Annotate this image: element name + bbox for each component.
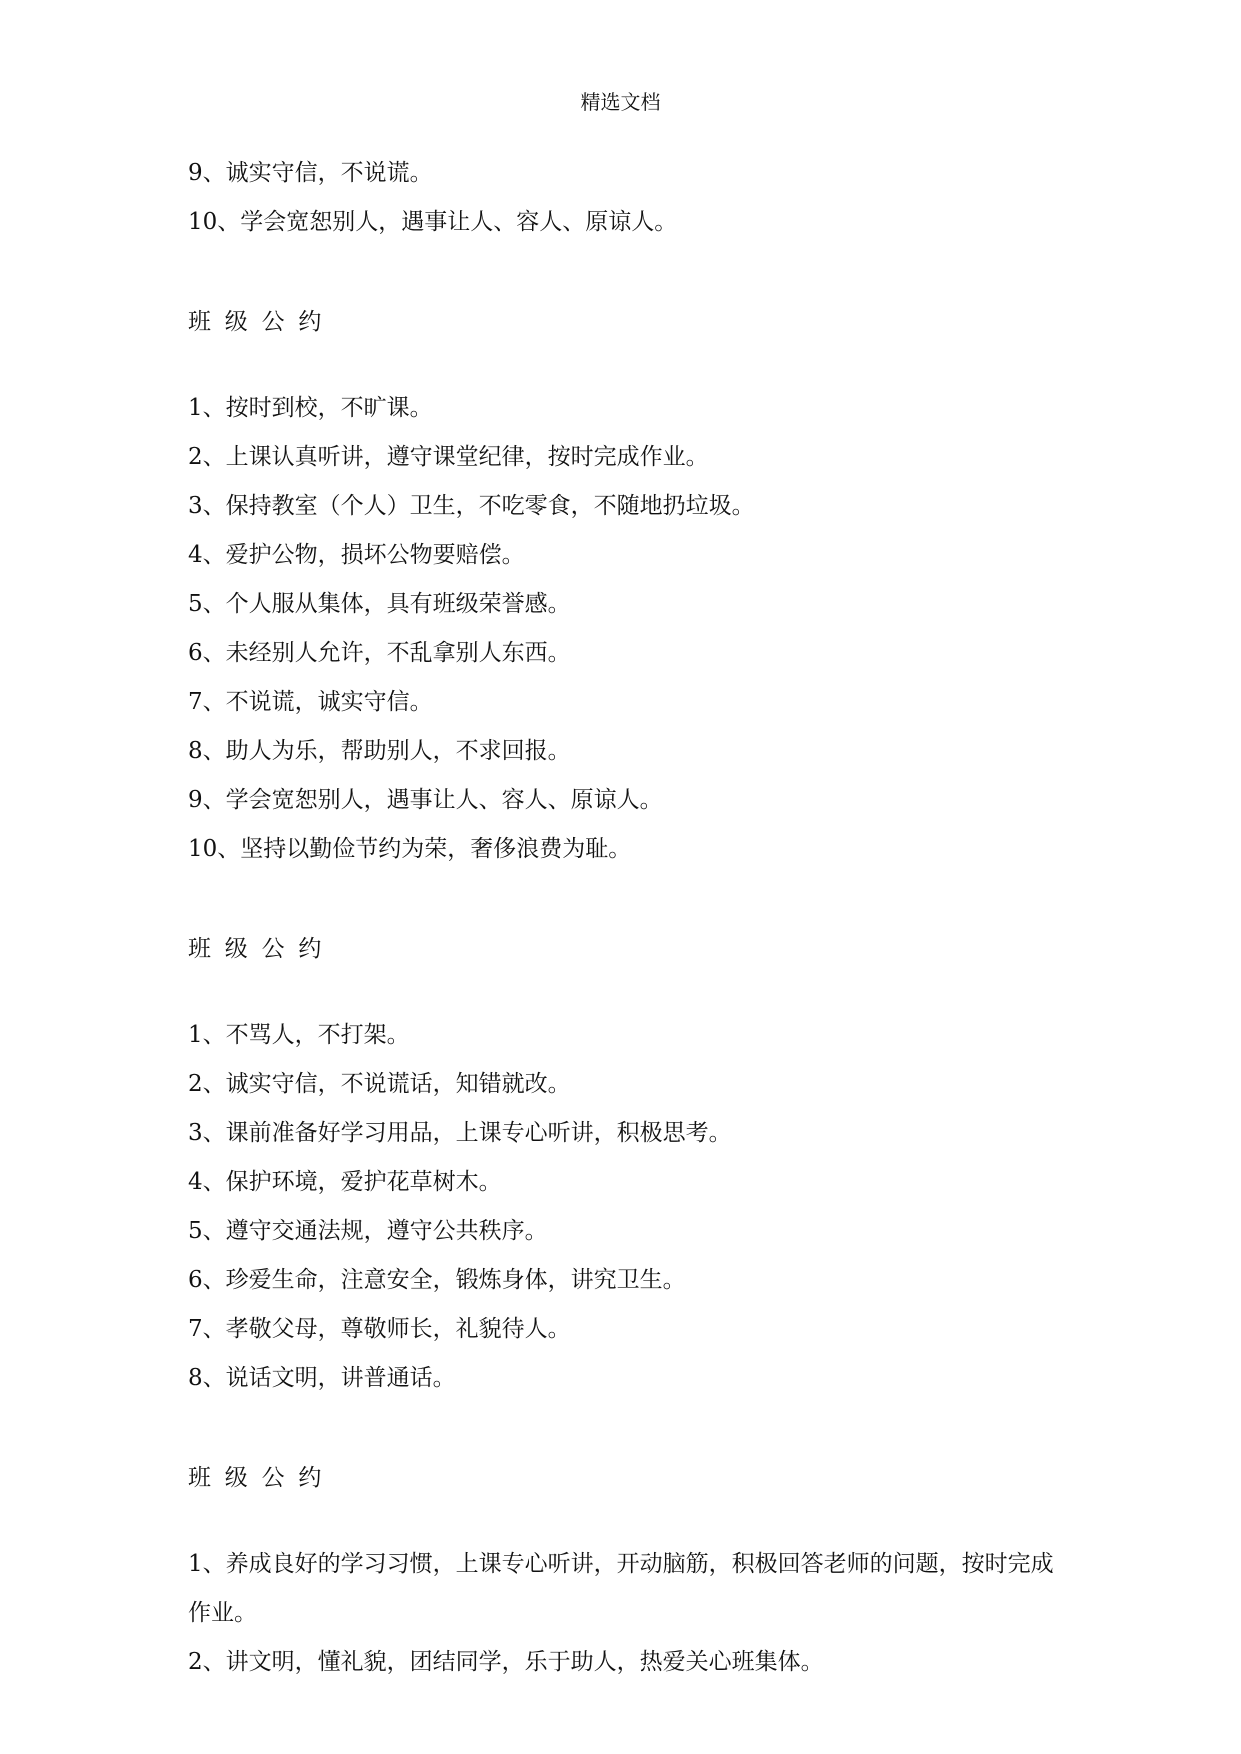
list-item: 8、助人为乐，帮助别人，不求回报。 xyxy=(188,738,571,764)
list-item: 1、养成良好的学习习惯，上课专心听讲，开动脑筋，积极回答老师的问题，按时完成作业。 xyxy=(188,1551,1054,1626)
list-item: 4、保护环境，爱护花草树木。 xyxy=(188,1169,502,1195)
section-title: 班级公约 xyxy=(188,309,336,335)
document-body xyxy=(188,157,1068,1695)
list-item: 2、上课认真听讲，遵守课堂纪律，按时完成作业。 xyxy=(188,444,709,470)
list-item: 6、珍爱生命，注意安全，锻炼身体，讲究卫生。 xyxy=(188,1267,686,1293)
list-item: 3、保持教室（个人）卫生，不吃零食，不随地扔垃圾。 xyxy=(188,493,755,519)
list-item: 7、孝敬父母，尊敬师长，礼貌待人。 xyxy=(188,1316,571,1342)
list-item: 5、个人服从集体，具有班级荣誉感。 xyxy=(188,591,571,617)
list-item: 10、坚持以勤俭节约为荣，奢侈浪费为耻。 xyxy=(188,836,632,862)
list-item: 7、不说谎，诚实守信。 xyxy=(188,689,433,715)
list-item: 2、讲文明，懂礼貌，团结同学，乐于助人，热爱关心班集体。 xyxy=(188,1649,824,1675)
list-item: 10、学会宽恕别人，遇事让人、容人、原谅人。 xyxy=(188,209,678,235)
list-item: 4、爱护公物，损坏公物要赔偿。 xyxy=(188,542,525,568)
list-item: 9、学会宽恕别人，遇事让人、容人、原谅人。 xyxy=(188,787,663,813)
section-title: 班级公约 xyxy=(188,1465,336,1491)
section-title: 班级公约 xyxy=(188,936,336,962)
page-header: 精选文档 xyxy=(580,90,661,114)
list-item: 1、不骂人，不打架。 xyxy=(188,1022,410,1048)
list-item: 9、诚实守信，不说谎。 xyxy=(188,160,433,186)
list-item: 2、诚实守信，不说谎话，知错就改。 xyxy=(188,1071,571,1097)
list-item: 5、遵守交通法规，遵守公共秩序。 xyxy=(188,1218,548,1244)
list-item: 8、说话文明，讲普通话。 xyxy=(188,1365,456,1391)
list-item: 6、未经别人允许，不乱拿别人东西。 xyxy=(188,640,571,666)
list-item: 3、课前准备好学习用品，上课专心听讲，积极思考。 xyxy=(188,1120,732,1146)
list-item: 1、按时到校，不旷课。 xyxy=(188,395,433,421)
